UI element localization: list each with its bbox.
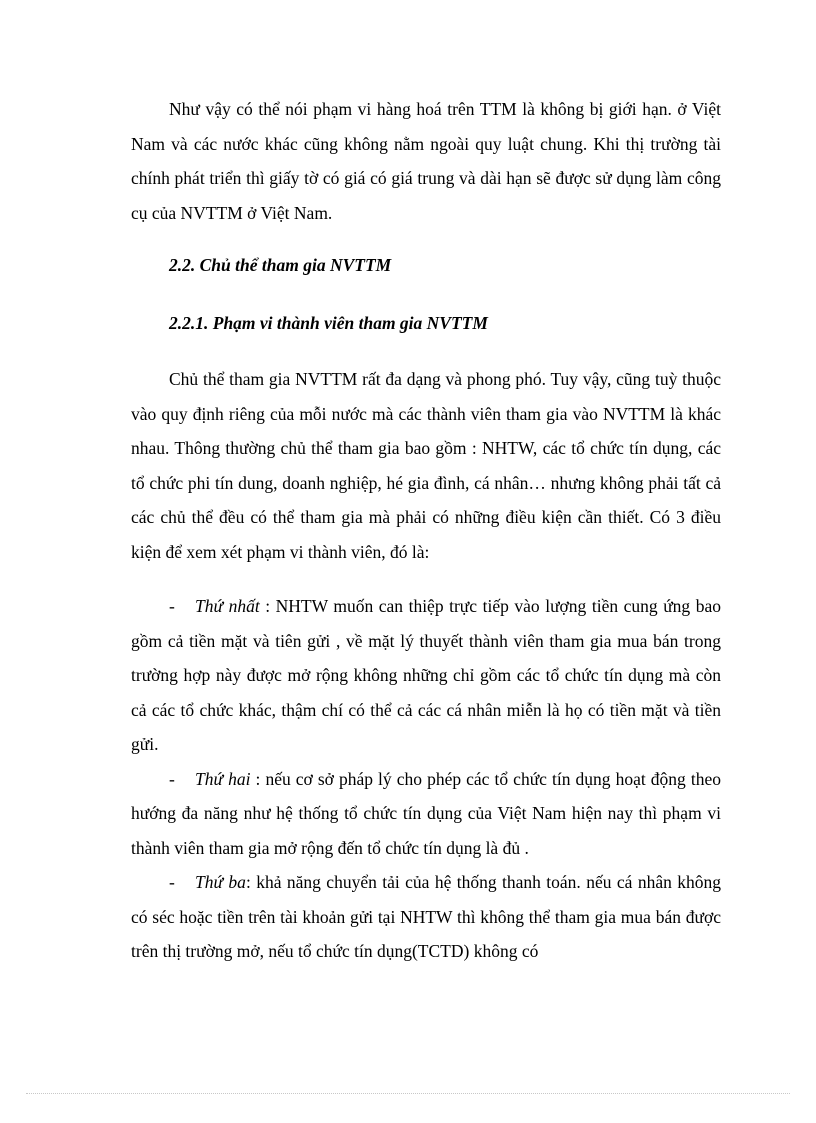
bullet-first-condition <box>131 589 721 762</box>
paragraph-goods-scope: Như vậy có thể nói phạm vi hàng hoá trên TTM là không bị giới hạn. ở Việt Nam và các nước khác cũng không nằm ngoài quy luật chung. Khi thị trường tài chính phát triển thì giấy tờ có giá có giá trung và dài hạn sẽ được sử dụng làm công cụ của NVTTM ở Việt Nam. <box>131 99 721 223</box>
bullet-term: Thứ hai <box>195 768 251 789</box>
bullet-second-condition <box>131 762 721 866</box>
bullet-dash: - <box>169 872 175 892</box>
paragraph-participants: Chủ thể tham gia NVTTM rất đa dạng và phong phó. Tuy vậy, cũng tuỳ thuộc vào quy định riêng của mỗi nước mà các thành viên tham gia vào NVTTM là khác nhau. Thông thường chủ thể tham gia bao gồm : NHTW, các tổ chức tín dụng, các tổ chức phi tín dung, doanh nghiệp, hé gia đình, cá nhân… nhưng không phải tất cả các chủ thể đều có thể tham gia mà phải có những điều kiện cần thiết. Có 3 điều kiện để xem xét phạm vi thành viên, đó là: <box>131 369 721 562</box>
bullet-dash: - <box>169 768 175 789</box>
bullet-third-condition <box>131 865 721 969</box>
bullet-dash: - <box>169 596 175 616</box>
bullet-text: : khả năng chuyển tải của hệ thống thanh toán. nếu cá nhân không có séc hoặc tiền trên tài khoản gửi tại NHTW thì không thể tham gia mua bán được trên thị trường mở, nếu tổ chức tín dụng(TCTD) không có <box>131 872 721 961</box>
page-bottom-divider <box>26 1093 790 1094</box>
section-heading-2-2: 2.2. Chủ thể tham gia NVTTM <box>169 255 392 275</box>
bullet-term: Thứ nhất <box>195 596 260 616</box>
bullet-text: : nếu cơ sở pháp lý cho phép các tổ chức tín dụng hoạt động theo hướng đa năng như hệ thống tổ chức tín dụng của Việt Nam hiện nay thì phạm vi thành viên tham gia mở rộng đến tổ chức tín dụng là đủ . <box>131 768 721 858</box>
section-heading-2-2-1: 2.2.1. Phạm vi thành viên tham gia NVTTM <box>169 312 488 333</box>
bullet-term: Thứ ba <box>195 872 246 892</box>
document-page <box>131 92 721 969</box>
bullet-text: : NHTW muốn can thiệp trực tiếp vào lượng tiền cung ứng bao gồm cả tiền mặt và tiên gửi , về mặt lý thuyết thành viên tham gia mua bán trong trường hợp này được mở rộng không những chỉ gồm các tổ chức tín dụng mà còn cả các tổ chức khác, thậm chí có thể cả các cá nhân miễn là họ có tiền mặt và tiền gửi. <box>131 596 721 754</box>
